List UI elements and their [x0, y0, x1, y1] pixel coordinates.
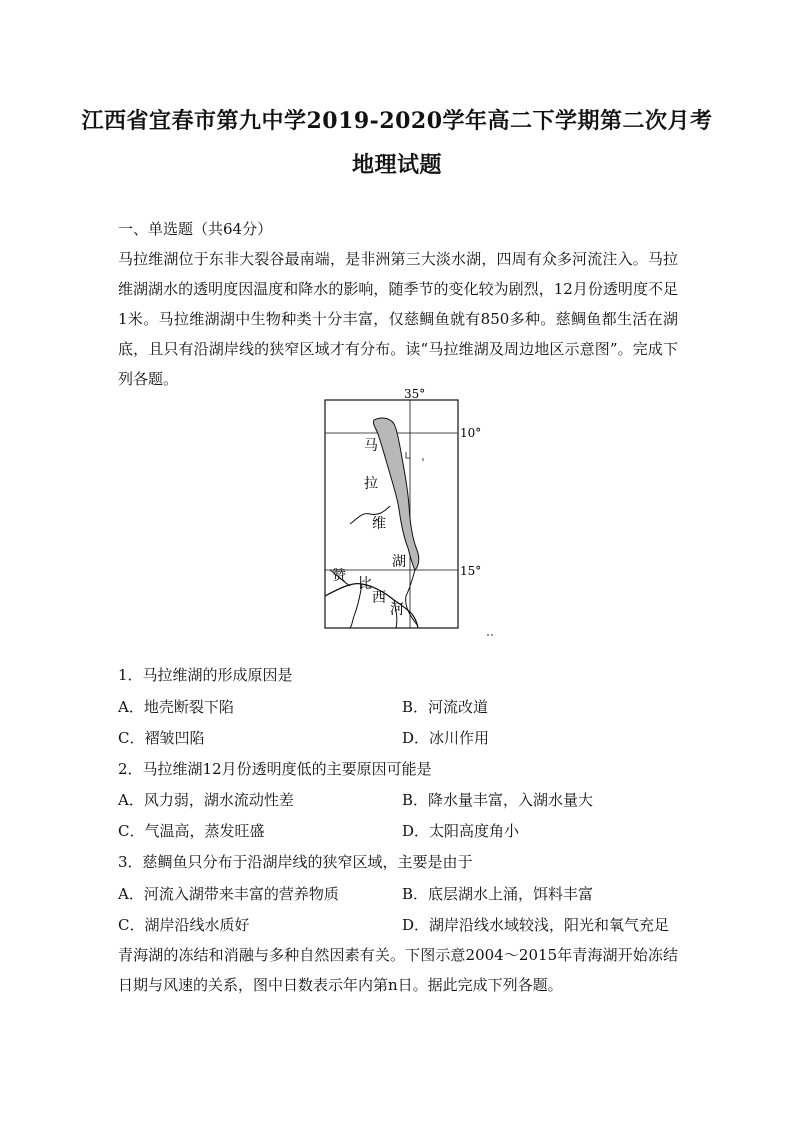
- river-char-3: 西: [372, 590, 386, 606]
- question-2-option-d: D．太阳高度角小: [402, 822, 520, 840]
- document-title-line1: 江西省宜春市第九中学2019-2020学年高二下学期第二次月考: [81, 108, 713, 134]
- lake-char-1: 马: [364, 438, 378, 454]
- question-2-stem: 2．马拉维湖12月份透明度低的主要原因可能是: [118, 760, 432, 778]
- lat-label-bottom: 15°: [460, 564, 482, 578]
- question-1-option-b: B．河流改道: [402, 698, 489, 716]
- question-2-option-a: A．风力弱，湖水流动性差: [118, 791, 294, 809]
- question-3-option-d: D．湖岸沿线水域较浅，阳光和氧气充足: [402, 916, 670, 934]
- river-char-4: 河: [390, 602, 404, 618]
- malawi-lake-shape: [373, 418, 418, 570]
- question-1-option-c: C．褶皱凹陷: [118, 729, 205, 747]
- river-char-1: 赞: [332, 568, 346, 584]
- question-2-option-c: C．气温高，蒸发旺盛: [118, 822, 265, 840]
- section-heading: 一、单选题（共64分）: [118, 220, 273, 238]
- question-3-option-c: C．湖岸沿线水质好: [118, 916, 250, 934]
- question-3-option-b: B．底层湖水上涌，饵料丰富: [402, 885, 594, 903]
- lake-char-2: 拉: [364, 476, 378, 492]
- question-3-option-a: A．河流入湖带来丰富的营养物质: [118, 885, 339, 903]
- question-1-stem: 1．马拉维湖的形成原因是: [118, 666, 293, 684]
- question-1-option-a: A．地壳断裂下陷: [118, 698, 234, 716]
- lake-char-3: 维: [372, 516, 386, 532]
- question-3-stem: 3．慈鲷鱼只分布于沿湖岸线的狭窄区域，主要是由于: [118, 853, 473, 871]
- passage-qinghai-lake: 青海湖的冻结和消融与多种自然因素有关。下图示意2004～2015年青海湖开始冻结日期与风速的关系，图中日数表示年内第n日。据此完成下列各题。: [118, 946, 678, 994]
- lon-label: 35°: [404, 388, 426, 401]
- question-1-option-d: D．冰川作用: [402, 729, 490, 747]
- river-char-2: 比: [358, 576, 372, 592]
- malawi-lake-map: [300, 388, 500, 638]
- question-2-option-b: B．降水量丰富，入湖水量大: [402, 791, 594, 809]
- outflow-river: [406, 570, 418, 626]
- lake-char-4: 湖: [392, 554, 406, 570]
- passage-malawi-lake: 马拉维湖位于东非大裂谷最南端，是非洲第三大淡水湖，四周有众多河流注入。马拉维湖湖水的透明度因温度和降水的影响，随季节的变化较为剧烈，12月份透明度不足1米。马拉维湖湖中生物种类十分丰富，仅慈鲷鱼就有850多种。慈鲷鱼都生活在湖底，且只有沿湖岸线的狭窄区域才有分布。读“马拉维湖及周边地区示意图”。完成下列各题。: [118, 250, 678, 388]
- document-title-line2: 地理试题: [351, 152, 442, 178]
- lat-label-top: 10°: [460, 426, 482, 440]
